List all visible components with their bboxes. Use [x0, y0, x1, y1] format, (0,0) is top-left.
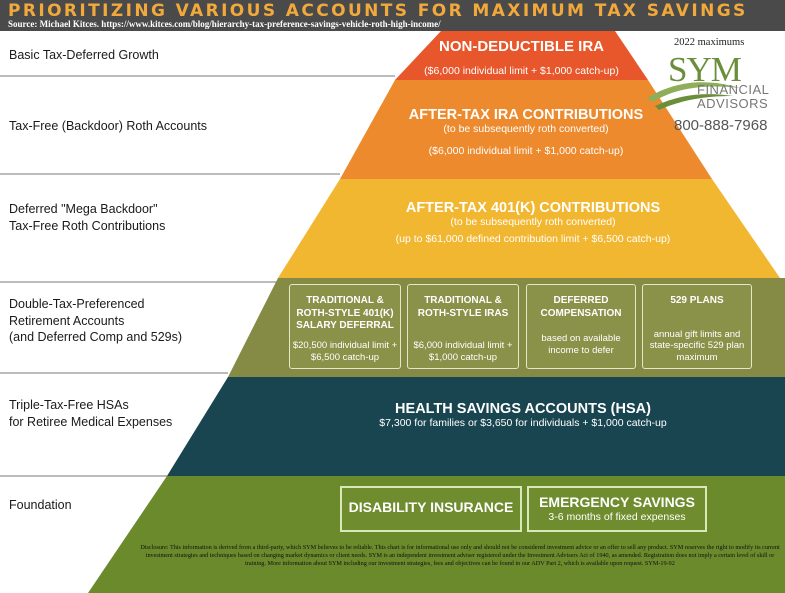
label-backdoor-roth: [9, 118, 207, 135]
year-note: 2022 maximums: [674, 37, 745, 48]
box-401k-salary-deferral: [289, 284, 401, 369]
tier2-body: ($6,000 individual limit + $1,000 catch-up): [428, 145, 624, 157]
logo-line2: ADVISORS: [697, 96, 769, 111]
source-citation: Source: Michael Kitces. https://www.kitces.com/blog/hierarchy-tax-preference-savings-vehicle-roth-high-income/: [8, 19, 441, 29]
label-line: Triple-Tax-Free HSAs: [9, 398, 129, 412]
box-title: DISABILITY INSURANCE: [348, 499, 514, 515]
label-line: Tax-Free (Backdoor) Roth Accounts: [9, 119, 207, 133]
box-title: DEFERRED COMPENSATION: [540, 295, 622, 319]
logo-line1: FINANCIAL: [697, 82, 770, 97]
tier3-body: (up to $61,000 defined contribution limit + $6,500 catch-up): [395, 233, 671, 245]
tier1-title: NON-DEDUCTIBLE IRA: [439, 38, 604, 55]
label-mega-backdoor: [9, 201, 165, 234]
box-emergency-savings: [527, 486, 707, 532]
box-title: 529 PLANS: [670, 295, 724, 306]
label-triple-tax-hsa: [9, 397, 172, 430]
tier5-body: $7,300 for families or $3,650 for individuals + $1,000 catch-up: [379, 417, 667, 429]
label-line: Basic Tax-Deferred Growth: [9, 48, 159, 62]
logo-brand: SYM: [668, 50, 741, 89]
box-body: $20,500 individual limit + $6,500 catch-up: [292, 340, 398, 363]
label-line: Double-Tax-Preferenced: [9, 297, 145, 311]
label-line: Deferred "Mega Backdoor": [9, 202, 158, 216]
tier3-title: AFTER-TAX 401(K) CONTRIBUTIONS: [405, 200, 661, 216]
page-title: PRIORITIZING VARIOUS ACCOUNTS FOR MAXIMUM TAX SAVINGS: [8, 1, 748, 21]
tier5-title: HEALTH SAVINGS ACCOUNTS (HSA): [395, 401, 651, 417]
label-line: (and Deferred Comp and 529s): [9, 330, 183, 344]
box-body: 3-6 months of fixed expenses: [548, 511, 686, 523]
label-line: for Retiree Medical Expenses: [9, 414, 173, 429]
tier2-subtitle: (to be subsequently roth converted): [443, 123, 609, 135]
box-deferred-compensation: [526, 284, 636, 369]
label-double-tax: [9, 296, 182, 346]
box-title: TRADITIONAL & ROTH-STYLE IRAS: [417, 295, 509, 319]
box-body: annual gift limits and state-specific 529 plan maximum: [649, 328, 745, 363]
tier1-body: ($6,000 individual limit + $1,000 catch-up): [424, 65, 619, 77]
box-body: $6,000 individual limit + $1,000 catch-up: [413, 340, 513, 363]
box-disability-insurance: [340, 486, 522, 532]
label-line: Retirement Accounts: [9, 313, 125, 328]
logo-tagline: [697, 83, 769, 111]
box-title: EMERGENCY SAVINGS: [539, 494, 695, 510]
box-title: TRADITIONAL & ROTH-STYLE 401(K) SALARY DEFERRAL: [296, 295, 394, 331]
tier1-text: [395, 38, 648, 77]
box-iras: [407, 284, 519, 369]
label-line: Foundation: [9, 498, 72, 512]
tier5-text: [250, 401, 785, 429]
box-body: based on available income to defer: [541, 333, 621, 356]
label-basic-tax-deferred: [9, 47, 159, 64]
tier3-subtitle: (to be subsequently roth converted): [450, 216, 616, 228]
tier3-text: [340, 200, 726, 245]
phone-number: 800-888-7968: [674, 117, 768, 134]
disclosure-text: Disclosure: This information is derived from a third-party, which SYM believes to be reliable. This chart is for informational use only and should not be considered investment advice or an offer to sell any product. SYM reserves the right to modify its current investment strategies and techniques based on changing market dynamics or client needs. SYM is an independent investment adviser registered under the Investment Advisers Act of 1940, as amended. Registration does not imply a certain level of skill or training. More information about SYM including our investment strategies, fees and objectives can be found in our ADV Part 2, which is available upon request. SYM-19-92: [140, 544, 780, 567]
label-foundation: [9, 497, 72, 514]
label-line: Tax-Free Roth Contributions: [9, 218, 166, 233]
box-529-plans: [642, 284, 752, 369]
tier2-title: AFTER-TAX IRA CONTRIBUTIONS: [408, 107, 644, 123]
